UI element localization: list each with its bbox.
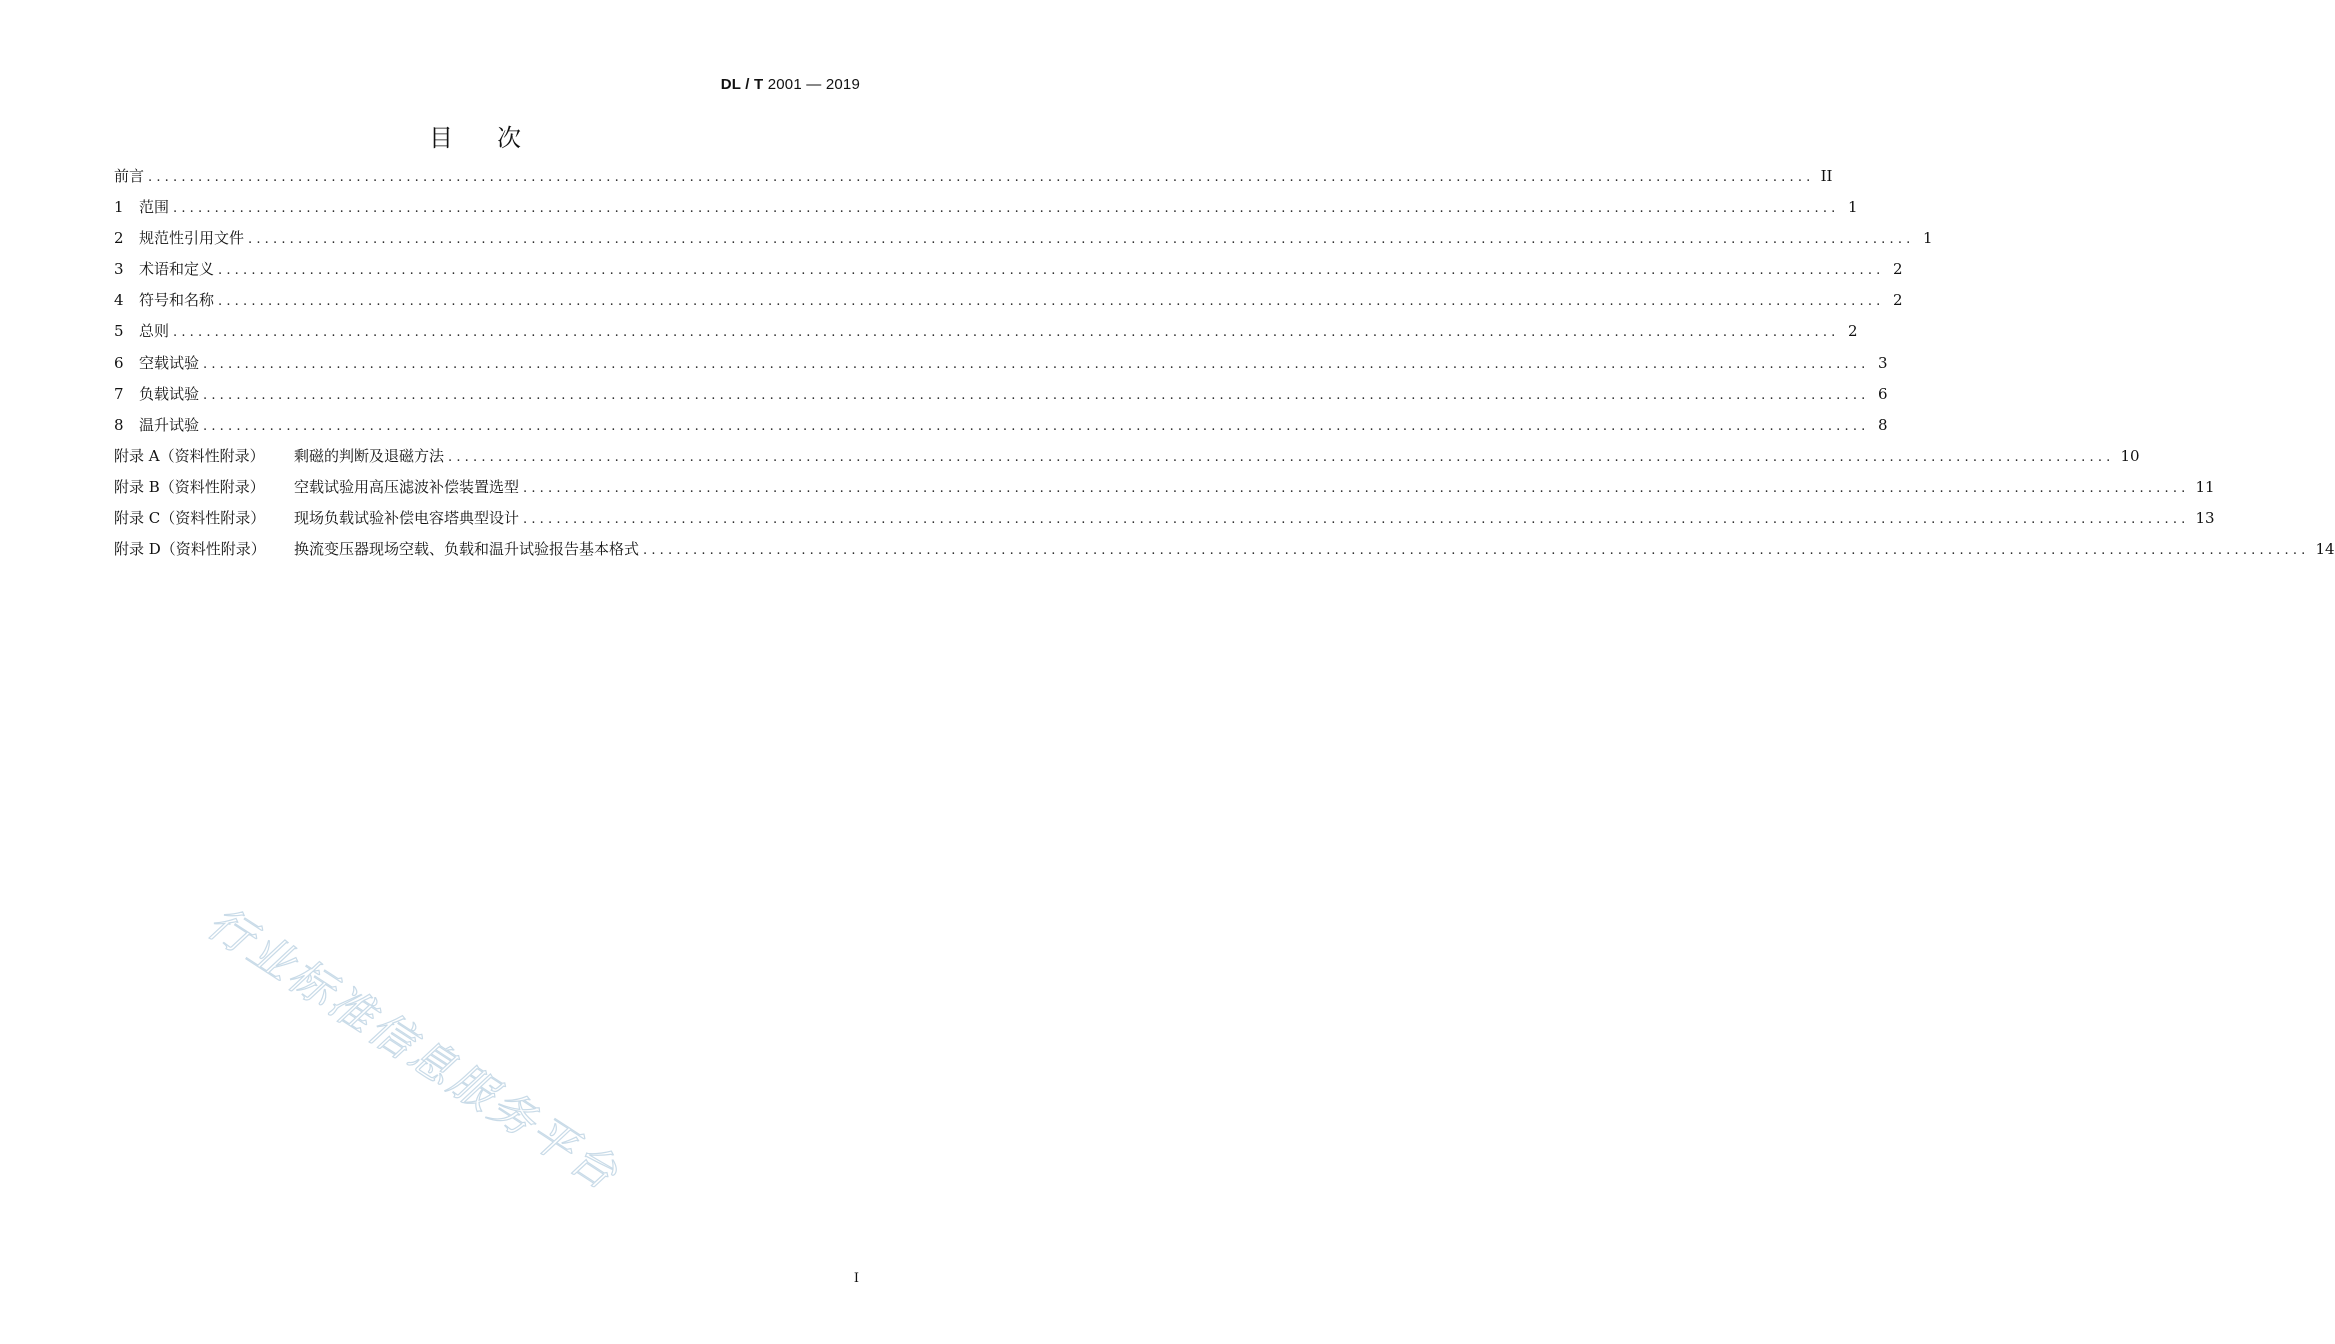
document-code-prefix: DL / T: [720, 76, 764, 93]
toc-leader-dots: ........................................................................................................................................................................................................: [218, 294, 1885, 310]
document-code-number: 2001 — 2019: [763, 76, 860, 93]
toc-leader-dots: ........................................................................................................................................................................................................: [203, 387, 1870, 403]
toc-entry-6[interactable]: [114, 350, 1888, 381]
document-code: [721, 76, 860, 93]
toc-entry-page: 1: [1922, 229, 1933, 248]
toc-appendix-label: 附录 C（资料性附录）: [114, 509, 266, 528]
toc-entry-page: 2: [1892, 291, 1903, 310]
toc-entry-page: 11: [2195, 477, 2215, 496]
toc-entry-title: 负载试验: [139, 384, 200, 403]
toc-entry-page: 13: [2195, 509, 2215, 528]
toc-entry-page: 6: [1877, 384, 1888, 403]
toc-entry-number: 3: [114, 260, 124, 279]
toc-entry-title: 温升试验: [139, 415, 200, 434]
toc-entry-4[interactable]: [114, 287, 1903, 318]
toc-leader-dots: ........................................................................................................................................................................................................: [523, 512, 2190, 528]
page-number: I: [853, 1271, 859, 1286]
toc-entry-page: 3: [1877, 353, 1888, 372]
toc-entry-title: 总则: [139, 322, 170, 341]
toc-entry-title: 空载试验: [139, 353, 200, 372]
toc-entry-title: 换流变压器现场空载、负载和温升试验报告基本格式: [294, 540, 640, 559]
toc-entry-title: 符号和名称: [139, 291, 215, 310]
toc-leader-dots: ........................................................................................................................................................................................................: [523, 480, 2190, 496]
toc-entry-title: 空载试验用高压滤波补偿装置选型: [294, 477, 520, 496]
toc-entry-page: 8: [1877, 415, 1888, 434]
toc-leader-dots: ........................................................................................................................................................................................................: [643, 543, 2310, 559]
toc-entry-page: 2: [1847, 322, 1858, 341]
toc-leader-dots: ........................................................................................................................................................................................................: [173, 325, 1840, 341]
toc-entry-title: 范围: [139, 198, 170, 217]
toc-leader-dots: ........................................................................................................................................................................................................: [218, 263, 1885, 279]
toc-entry-title: 术语和定义: [139, 260, 215, 279]
toc-appendix-label: 附录 D（资料性附录）: [114, 540, 266, 559]
toc-entry-page: II: [1820, 167, 1833, 185]
toc-entry-number: 6: [114, 353, 124, 372]
toc-entry-preface[interactable]: [114, 163, 1833, 194]
toc-list: [114, 163, 2335, 567]
toc-entry-page: 10: [2120, 446, 2140, 465]
toc-entry-appendix-a[interactable]: [114, 443, 2140, 474]
toc-entry-page: 14: [2315, 540, 2335, 559]
toc-entry-number: 1: [114, 198, 124, 217]
toc-entry-2[interactable]: [114, 225, 1933, 256]
toc-leader-dots: ........................................................................................................................................................................................................: [248, 232, 1915, 248]
toc-leader-dots: ........................................................................................................................................................................................................: [448, 449, 2115, 465]
toc-entry-number: 5: [114, 322, 124, 341]
toc-leader-dots: ........................................................................................................................................................................................................: [203, 418, 1870, 434]
toc-entry-page: 1: [1847, 198, 1858, 217]
toc-entry-title: 规范性引用文件: [139, 229, 245, 248]
toc-entry-appendix-c[interactable]: [114, 505, 2215, 536]
toc-entry-number: 8: [114, 415, 124, 434]
toc-entry-title: 剩磁的判断及退磁方法: [294, 446, 445, 465]
toc-appendix-label: 附录 B（资料性附录）: [114, 477, 265, 496]
toc-entry-title: 现场负载试验补偿电容塔典型设计: [294, 509, 520, 528]
toc-entry-appendix-d[interactable]: [114, 536, 2335, 567]
toc-entry-number: 4: [114, 291, 124, 310]
toc-entry-3[interactable]: [114, 256, 1903, 287]
watermark: 行业标准信息服务平台: [198, 897, 629, 1202]
toc-leader-dots: ........................................................................................................................................................................................................: [148, 170, 1815, 185]
toc-entry-5[interactable]: [114, 318, 1858, 349]
toc-appendix-label: 附录 A（资料性附录）: [114, 446, 265, 465]
toc-entry-page: 2: [1892, 260, 1903, 279]
toc-leader-dots: ........................................................................................................................................................................................................: [173, 201, 1840, 217]
toc-entry-7[interactable]: [114, 381, 1888, 412]
toc-entry-1[interactable]: [114, 194, 1858, 225]
toc-entry-title: 前言: [114, 167, 145, 185]
toc-entry-number: 2: [114, 229, 124, 248]
toc-title-part1: 目: [429, 124, 453, 152]
toc-title: [0, 118, 950, 150]
toc-entry-8[interactable]: [114, 412, 1888, 443]
toc-leader-dots: ........................................................................................................................................................................................................: [203, 356, 1870, 372]
toc-title-part2: 次: [497, 124, 521, 152]
toc-entry-number: 7: [114, 384, 124, 403]
toc-entry-appendix-b[interactable]: [114, 474, 2215, 505]
